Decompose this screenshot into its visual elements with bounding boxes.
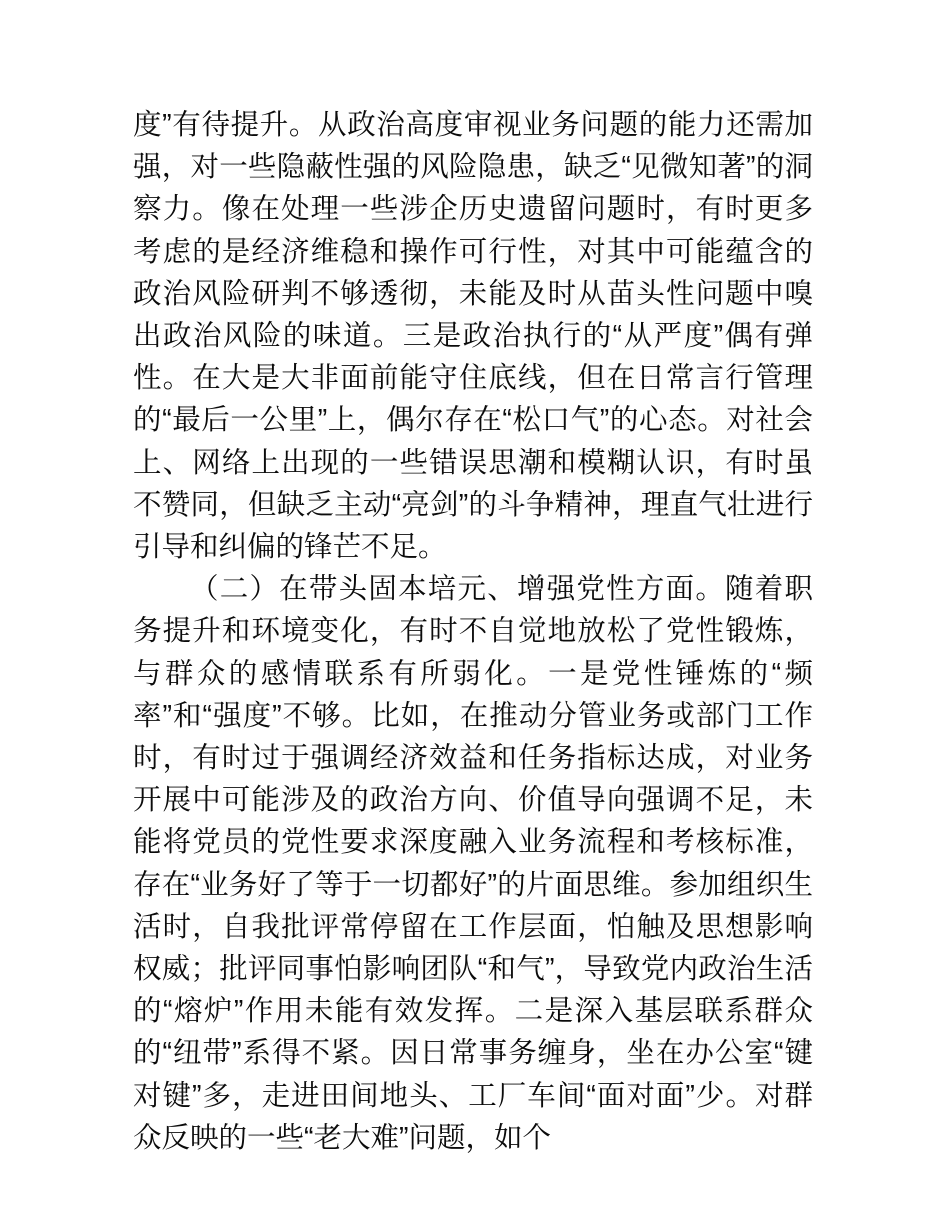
paragraph-section-two: （二）在带头固本培元、增强党性方面。随着职务提升和环境变化，有时不自觉地放松了党性锻炼，与群众的感情联系有所弱化。一是党性锤炼的“频率”和“强度”不够。比如，在推动分管业务或部门工作时，有时过于强调经济效益和任务指标达成，对业务开展中可能涉及的政治方向、价值导向强调不足，未能将党员的党性要求深度融入业务流程和考核标准，存在“业务好了等于一切都好”的片面思维。参加组织生活时，自我批评常停留在工作层面，怕触及思想影响权威；批评同事怕影响团队“和气”，导致党内政治生活的“熔炉”作用未能有效发挥。二是深入基层联系群众的“纽带”系得不紧。因日常事务缠身，坐在办公室“键对键”多，走进田间地头、工厂车间“面对面”少。对群众反映的一些“老大难”问题，如个 bbox=[133, 573, 813, 1154]
paragraph-continuation: 度”有待提升。从政治高度审视业务问题的能力还需加强，对一些隐蔽性强的风险隐患，缺乏“见微知著”的洞察力。像在处理一些涉企历史遗留问题时，有时更多考虑的是经济维稳和操作可行性，对其中可能蕴含的政治风险研判不够透彻，未能及时从苗头性问题中嗅出政治风险的味道。三是政治执行的“从严度”偶有弹性。在大是大非面前能守住底线，但在日常言行管理的“最后一公里”上，偶尔存在“松口气”的心态。对社会上、网络上出现的一些错误思潮和模糊认识，有时虽不赞同，但缺乏主动“亮剑”的斗争精神，理直气壮进行引导和纠偏的锋芒不足。 bbox=[133, 109, 813, 564]
page-text-body bbox=[133, 104, 813, 1159]
